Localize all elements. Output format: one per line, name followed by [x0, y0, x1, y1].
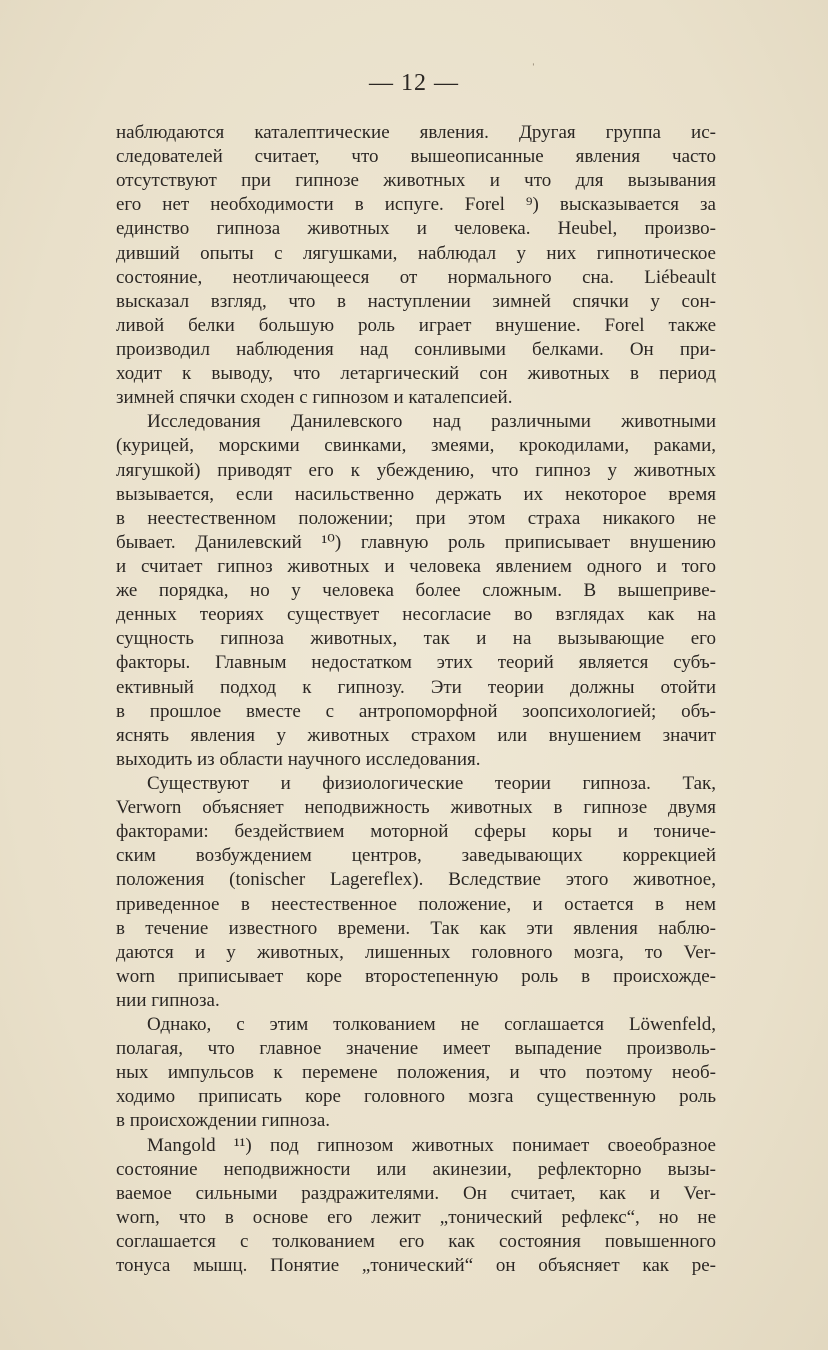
text-line: бывает. Данилевский ¹⁰) главную роль приписывает внушению	[116, 531, 716, 553]
text-line: факторами: бездействием моторной сферы коры и тониче-	[116, 821, 716, 843]
text-line: worn приписывает коре второстепенную роль в происхожде-	[116, 965, 716, 987]
text-line: выходить из области научного исследования.	[116, 748, 481, 770]
text-line: дивший опыты с лягушками, наблюдал у них гипнотическое	[116, 242, 716, 264]
text-line: отсутствуют при гипнозе животных и что для вызывания	[116, 170, 716, 192]
text-line: ных импульсов к перемене положения, и что поэтому необ-	[116, 1062, 716, 1084]
text-line: полагая, что главное значение имеет выпадение произволь-	[116, 1038, 716, 1060]
margin-speck: ˈ	[531, 62, 536, 77]
text-line: ходит к выводу, что летаргический сон животных в период	[116, 363, 716, 385]
text-line: Существуют и физиологические теории гипноза. Так,	[147, 772, 716, 794]
text-line: Verworn объясняет неподвижность животных в гипнозе двумя	[116, 797, 716, 819]
text-line: состояние, неотличающееся от нормального сна. Liébeault	[116, 266, 716, 288]
text-line: вызывается, если насильственно держать их некоторое время	[116, 483, 716, 505]
text-line: ективный подход к гипнозу. Эти теории должны отойти	[116, 676, 716, 698]
text-line: worn, что в основе его лежит „тонический рефлекс“, но не	[116, 1206, 716, 1228]
text-line: в прошлое вместе с антропоморфной зоопсихологией; объ-	[116, 700, 716, 722]
text-line: Однако, с этим толкованием не соглашается Löwenfeld,	[147, 1014, 716, 1036]
text-line: ливой белки большую роль играет внушение. Forel также	[116, 314, 716, 336]
text-line: в течение известного времени. Так как эти явления наблю-	[116, 917, 716, 939]
text-line: производил наблюдения над сонливыми белками. Он при-	[116, 338, 716, 360]
text-line: зимней спячки сходен с гипнозом и каталепсией.	[116, 387, 513, 409]
text-line: единство гипноза животных и человека. Heubel, произво-	[116, 218, 716, 240]
text-line: в неестественном положении; при этом страха никакого не	[116, 507, 716, 529]
text-line: лягушкой) приводят его к убеждению, что гипноз у животных	[116, 459, 716, 481]
text-line: же порядка, но у человека более сложным. В вышеприве-	[116, 580, 716, 602]
text-line: нии гипноза.	[116, 989, 220, 1011]
text-line: приведенное в неестественное положение, и остается в нем	[116, 893, 716, 915]
text-line: даются и у животных, лишенных головного мозга, то Ver-	[116, 941, 716, 963]
text-line: ским возбуждением центров, заведывающих коррекцией	[116, 845, 716, 867]
text-line: ходимо приписать коре головного мозга существенную роль	[116, 1086, 716, 1108]
text-body	[116, 121, 716, 1278]
text-line: положения (tonischer Lagereflex). Вследствие этого животное,	[116, 869, 716, 891]
text-line: в происхождении гипноза.	[116, 1110, 331, 1132]
text-line: факторы. Главным недостатком этих теорий является субъ-	[116, 652, 716, 674]
text-line: состояние неподвижности или акинезии, рефлекторно вызы-	[116, 1158, 716, 1180]
page-number: — 12 —	[369, 70, 459, 96]
text-line: наблюдаются каталептические явления. Другая группа ис-	[116, 122, 716, 143]
text-line: следователей считает, что вышеописанные явления часто	[116, 146, 716, 168]
text-line: сущность гипноза животных, так и на вызывающие его	[116, 628, 716, 650]
text-line: соглашается с толкованием его как состояния повышенного	[116, 1231, 716, 1253]
text-line: Исследования Данилевского над различными животными	[147, 411, 716, 433]
text-line: (курицей, морскими свинками, змеями, крокодилами, раками,	[116, 435, 716, 457]
text-line: денных теориях существует несогласие во взглядах как на	[116, 604, 716, 626]
text-line: яснять явления у животных страхом или внушением значит	[116, 724, 716, 746]
text-line: и считает гипноз животных и человека явлением одного и того	[116, 555, 716, 577]
text-line: ваемое сильными раздражителями. Он считает, как и Ver-	[116, 1182, 716, 1204]
text-line: тонуса мышц. Понятие „тонический“ он объясняет как ре-	[116, 1255, 716, 1277]
text-line: высказал взгляд, что в наступлении зимней спячки у сон-	[116, 290, 716, 312]
text-line: Mangold ¹¹) под гипнозом животных понимает своеобразное	[147, 1134, 716, 1156]
text-line: его нет необходимости в испуге. Forel ⁹) высказывается за	[116, 194, 716, 216]
